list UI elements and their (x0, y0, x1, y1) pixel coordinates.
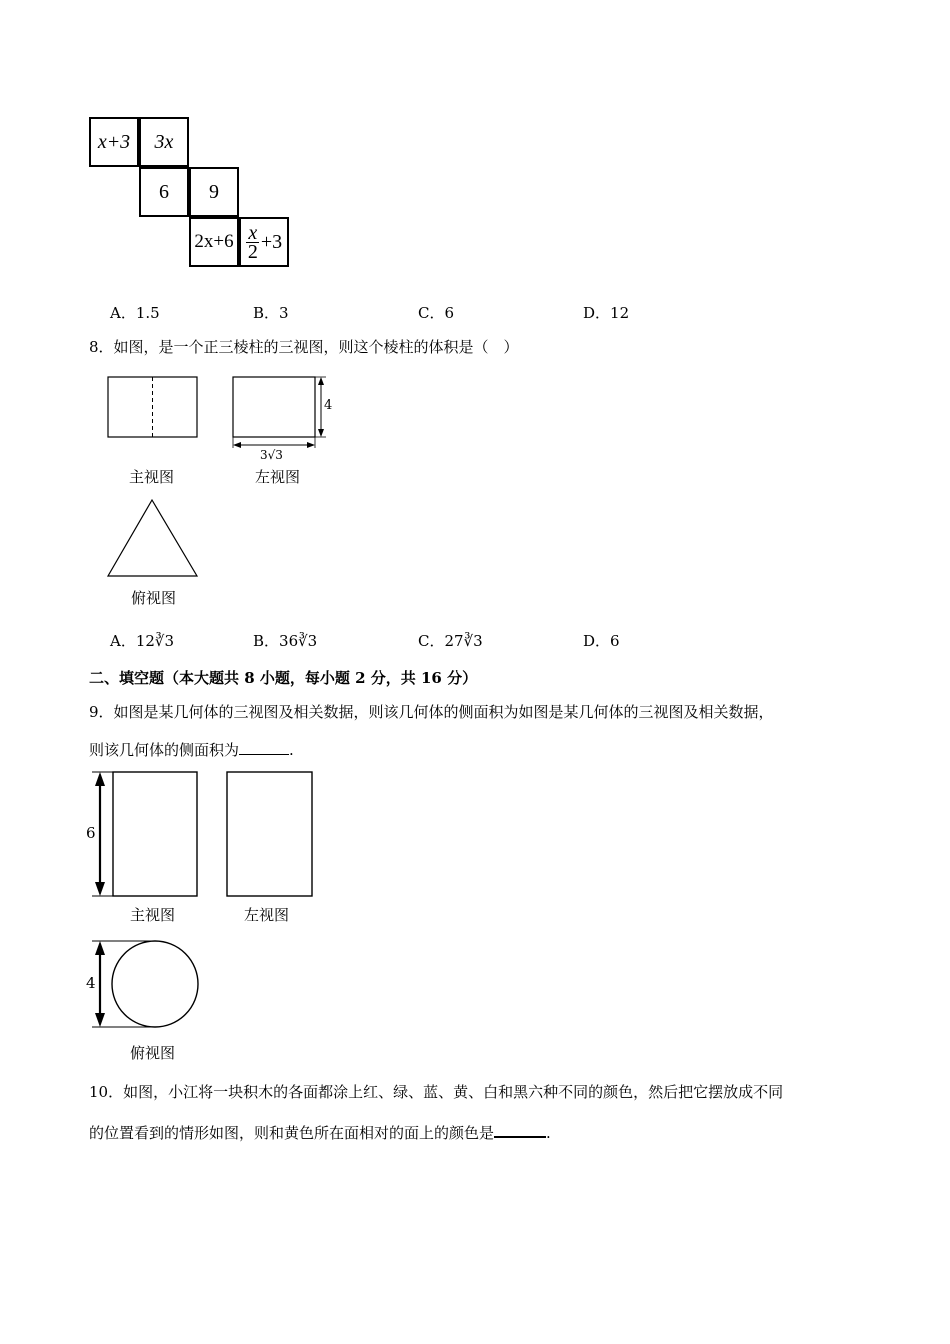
q9-diameter-arrow-bottom (95, 1013, 105, 1027)
q10-question-line1: 10．如图，小江将一块积木的各面都涂上红、绿、蓝、黄、白和黑六种不同的颜色，然后把它摆放成不同 (89, 1083, 784, 1101)
q8-option-d[interactable]: D．6 (583, 632, 620, 650)
net-cell-3: 6 (139, 167, 189, 217)
q9-question-line1: 9．如图是某几何体的三视图及相关数据，则该几何体的侧面积为如图是某几何体的三视图及相关数据， (89, 703, 774, 721)
q9-diameter-arrow-top (95, 941, 105, 955)
q7-option-b[interactable]: B．3 (253, 304, 289, 322)
q9-height-arrow-top (95, 772, 105, 786)
q8-width-label: 3√3 (260, 448, 283, 462)
q9-height-label: 6 (86, 824, 96, 842)
q8-front-caption: 主视图 (129, 468, 175, 486)
q9-height-arrow-bottom (95, 882, 105, 896)
q7-option-c[interactable]: C．6 (418, 304, 455, 322)
q8-top-caption: 俯视图 (131, 589, 177, 607)
q8-option-a[interactable]: A．12∛3 (110, 632, 175, 650)
q9-left-view-rect (227, 772, 312, 896)
q9-front-view-rect (113, 772, 197, 896)
q8-question: 8．如图，是一个正三棱柱的三视图，则这个棱柱的体积是（ ） (89, 338, 519, 356)
net-cell-4: 9 (189, 167, 239, 217)
q7-option-a[interactable]: A．1.5 (110, 304, 160, 322)
q8-left-caption: 左视图 (255, 468, 301, 486)
section-heading: 二、填空题（本大题共 8 小题，每小题 2 分，共 16 分） (89, 669, 478, 687)
fraction: $\frac{x}{2}$ (247, 221, 258, 263)
q8-option-c[interactable]: C．27∛3 (418, 632, 483, 650)
q9-left-caption: 左视图 (244, 906, 290, 924)
q10-answer-blank[interactable] (494, 1122, 546, 1138)
q10-question-line2: 的位置看到的情形如图，则和黄色所在面相对的面上的颜色是 . (89, 1124, 551, 1142)
q7-option-d[interactable]: D．12 (583, 304, 630, 322)
q9-diameter-label: 4 (86, 974, 96, 992)
q9-front-caption: 主视图 (130, 906, 176, 924)
q9-top-caption: 俯视图 (130, 1044, 176, 1062)
q8-height-label: 4 (324, 398, 333, 413)
net-cell-6: $\frac{x}{2}$ +3 (239, 217, 289, 267)
net-cell-1: x+3 (89, 117, 139, 167)
net-cell-2: 3x (139, 117, 189, 167)
q9-top-view-circle (112, 941, 198, 1027)
net-cell-5: 2x+6 (189, 217, 239, 267)
q8-option-b[interactable]: B．36∛3 (253, 632, 318, 650)
q9-question-line2: 则该几何体的侧面积为 . (89, 741, 294, 759)
